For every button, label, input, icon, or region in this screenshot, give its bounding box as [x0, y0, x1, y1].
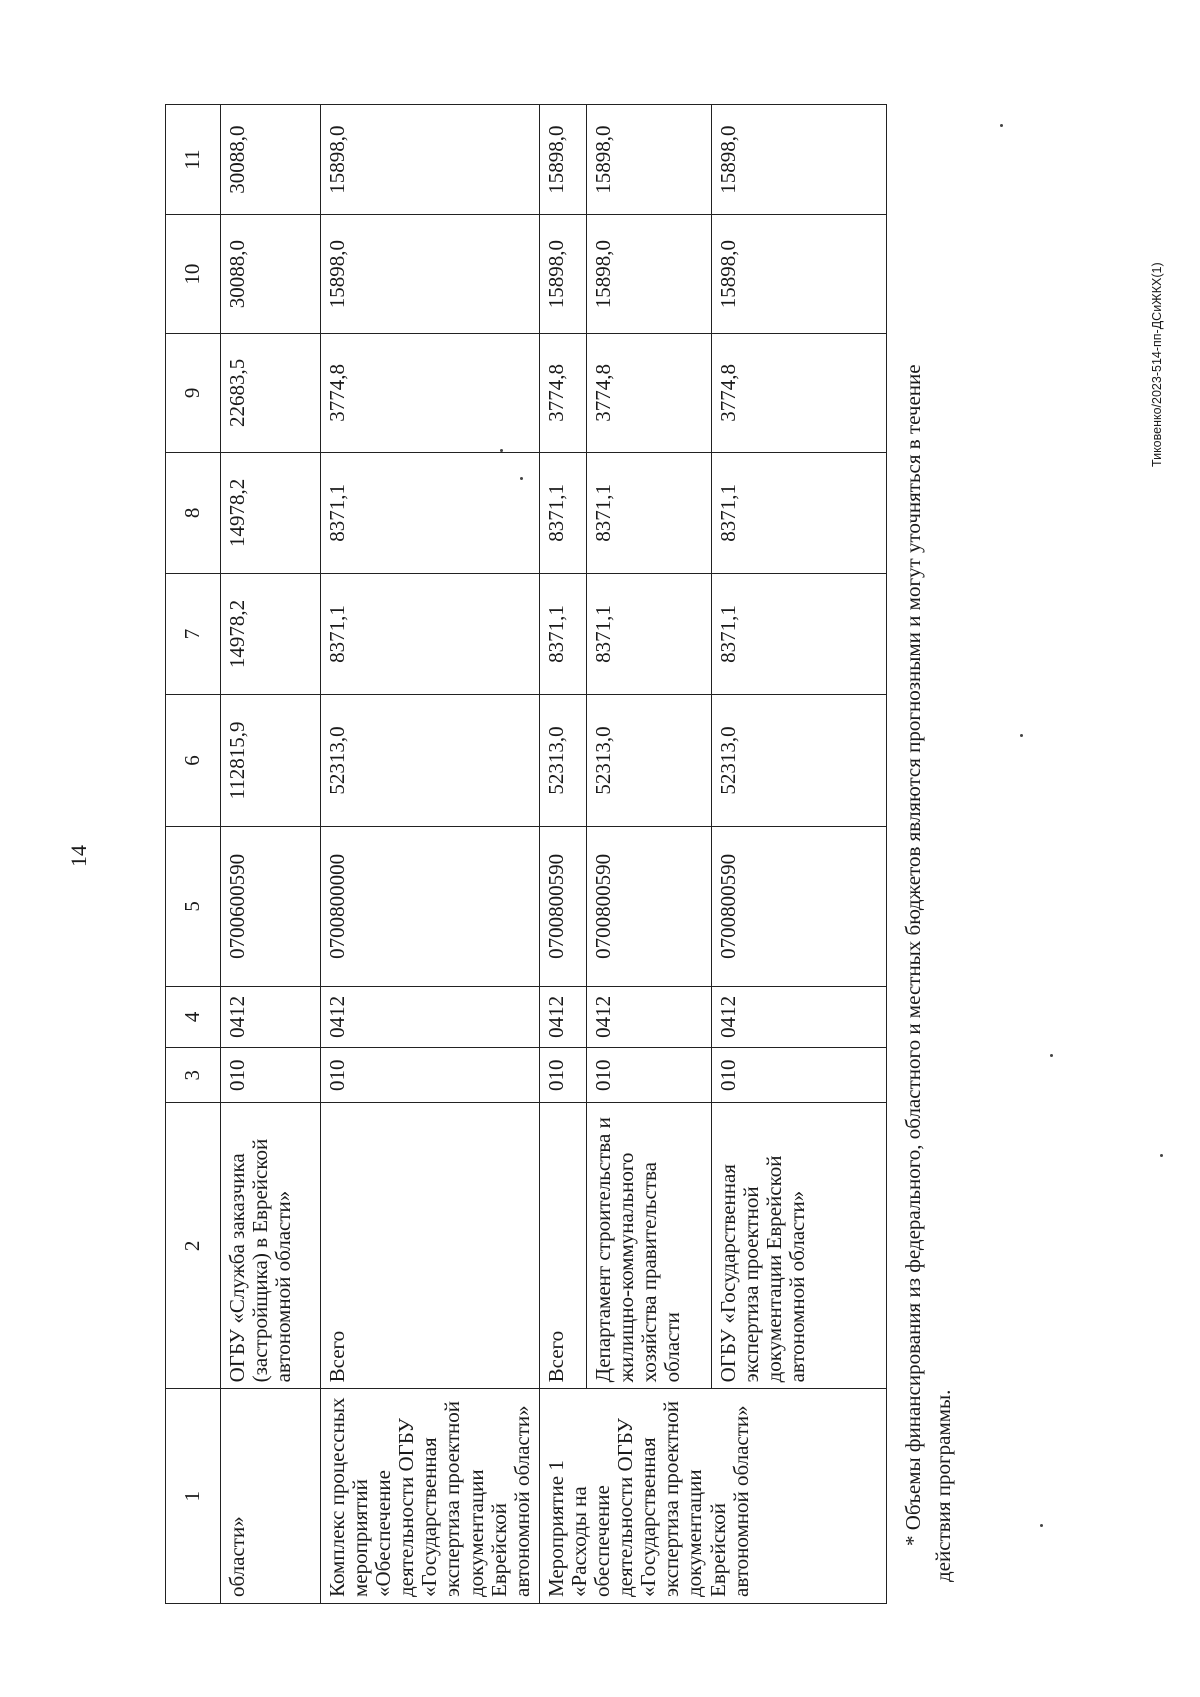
value-cell: 15898,0 — [321, 105, 540, 215]
table-row — [221, 105, 321, 1604]
responsible-executor: Департамент строительства и жилищно-коммунального хозяйства правительства области — [586, 1103, 711, 1389]
value-cell: 14978,2 — [221, 452, 321, 573]
value-cell: 15898,0 — [711, 215, 886, 334]
table-header-row — [166, 105, 221, 1604]
activity-name: Комплекс процессных мероприятий «Обеспечение деятельности ОГБУ «Государственная экспертиза проектной документации Еврейской автономной области» — [321, 1389, 540, 1604]
scan-speck — [1050, 1054, 1053, 1057]
value-cell: 8371,1 — [321, 573, 540, 694]
header-cell: 10 — [166, 215, 221, 334]
value-cell: 0412 — [586, 986, 711, 1048]
header-cell: 2 — [166, 1103, 221, 1389]
value-cell: 52313,0 — [539, 694, 586, 826]
value-cell: 0700600590 — [221, 827, 321, 987]
value-cell: 010 — [586, 1048, 711, 1103]
value-cell: 0700800000 — [321, 827, 540, 987]
value-cell: 14978,2 — [221, 573, 321, 694]
value-cell: 30088,0 — [221, 105, 321, 215]
table-row — [539, 105, 586, 1604]
value-cell: 8371,1 — [539, 452, 586, 573]
responsible-executor: ОГБУ «Государственная экспертиза проектной документации Еврейской автономной области» — [711, 1103, 886, 1389]
value-cell: 15898,0 — [539, 105, 586, 215]
value-cell: 30088,0 — [221, 215, 321, 334]
header-cell: 7 — [166, 573, 221, 694]
value-cell: 8371,1 — [711, 452, 886, 573]
value-cell: 52313,0 — [711, 694, 886, 826]
value-cell: 8371,1 — [321, 452, 540, 573]
value-cell: 112815,9 — [221, 694, 321, 826]
page-number: 14 — [66, 845, 91, 867]
scan-speck — [1000, 124, 1003, 127]
value-cell: 3774,8 — [586, 333, 711, 452]
value-cell: 15898,0 — [586, 215, 711, 334]
value-cell: 8371,1 — [586, 452, 711, 573]
footnote-line: * Объемы финансирования из федерального, областного и местных бюджетов являются прогнозными и могут уточняться в течение — [901, 364, 925, 1546]
value-cell: 010 — [539, 1048, 586, 1103]
table-row — [711, 105, 886, 1604]
value-cell: 15898,0 — [539, 215, 586, 334]
value-cell: 15898,0 — [321, 215, 540, 334]
value-cell: 3774,8 — [539, 333, 586, 452]
value-cell: 0412 — [321, 986, 540, 1048]
footnote — [898, 112, 959, 1582]
value-cell: 0412 — [539, 986, 586, 1048]
value-cell: 0412 — [221, 986, 321, 1048]
header-cell: 6 — [166, 694, 221, 826]
value-cell: 15898,0 — [711, 105, 886, 215]
value-cell: 52313,0 — [321, 694, 540, 826]
header-cell: 5 — [166, 827, 221, 987]
value-cell: 010 — [321, 1048, 540, 1103]
value-cell: 0412 — [711, 986, 886, 1048]
value-cell: 8371,1 — [539, 573, 586, 694]
header-cell: 11 — [166, 105, 221, 215]
responsible-executor: Всего — [539, 1103, 586, 1389]
value-cell: 0700800590 — [539, 827, 586, 987]
responsible-executor: ОГБУ «Служба заказчика (застройщика) в Еврейской автономной области» — [221, 1103, 321, 1389]
header-cell: 8 — [166, 452, 221, 573]
value-cell: 8371,1 — [586, 573, 711, 694]
scan-speck — [1020, 734, 1023, 737]
document-code: Тиковенко/2023-514-пп-ДСиЖКХ(1) — [1150, 262, 1164, 467]
value-cell: 22683,5 — [221, 333, 321, 452]
scan-speck — [500, 449, 503, 452]
activity-name: Мероприятие 1 «Расходы на обеспечение деятельности ОГБУ «Государственная экспертиза проектной документации Еврейской автономной области» — [539, 1389, 886, 1604]
financing-table — [165, 104, 887, 1604]
value-cell: 3774,8 — [321, 333, 540, 452]
value-cell: 8371,1 — [711, 573, 886, 694]
value-cell: 0700800590 — [711, 827, 886, 987]
header-cell: 1 — [166, 1389, 221, 1604]
header-cell: 4 — [166, 986, 221, 1048]
activity-name: области» — [221, 1389, 321, 1604]
value-cell: 010 — [221, 1048, 321, 1103]
value-cell: 0700800590 — [586, 827, 711, 987]
header-cell: 3 — [166, 1048, 221, 1103]
scan-speck — [520, 477, 523, 480]
value-cell: 3774,8 — [711, 333, 886, 452]
scan-speck — [1160, 1154, 1163, 1157]
footnote-line: действия программы. — [931, 1389, 956, 1582]
value-cell: 52313,0 — [586, 694, 711, 826]
table-row — [586, 105, 711, 1604]
value-cell: 15898,0 — [586, 105, 711, 215]
value-cell: 010 — [711, 1048, 886, 1103]
table-row — [321, 105, 540, 1604]
header-cell: 9 — [166, 333, 221, 452]
responsible-executor: Всего — [321, 1103, 540, 1389]
scan-speck — [1040, 1524, 1043, 1527]
